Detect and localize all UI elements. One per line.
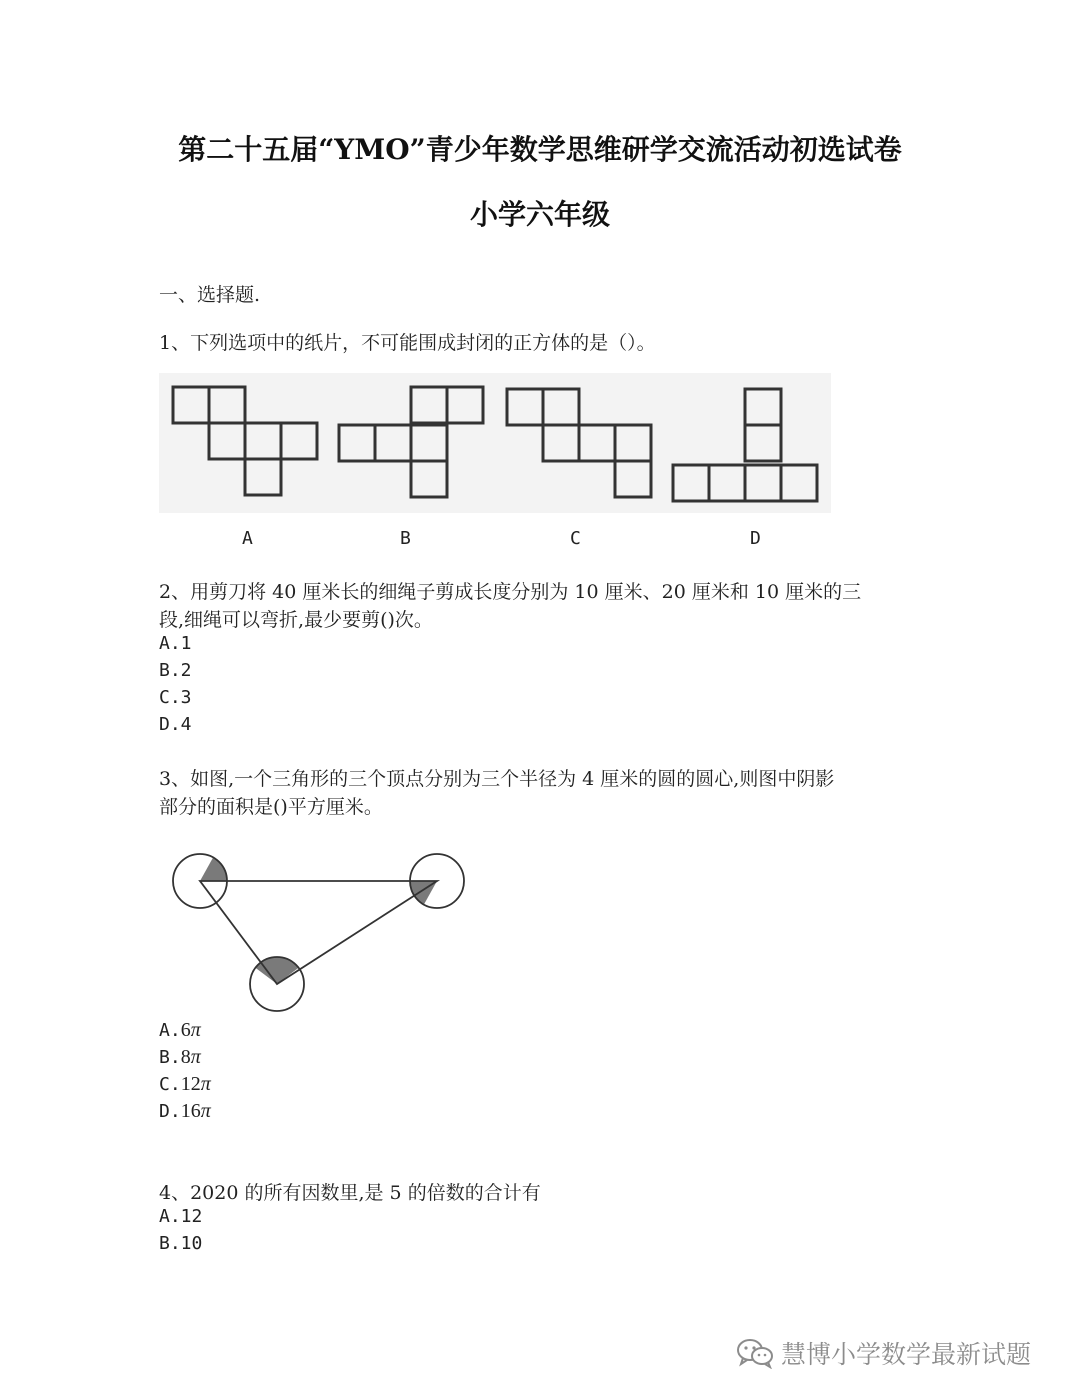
q3-option-d: D.16π (159, 1100, 211, 1122)
q3-option-b: B.8π (159, 1046, 201, 1068)
triangle (200, 881, 437, 984)
net-label-a: A (242, 528, 253, 549)
q2-stem-line2: 段,细绳可以弯折,最少要剪()次。 (159, 609, 433, 631)
net-label-b: B (400, 528, 411, 549)
q3-option-c: C.12π (159, 1073, 211, 1095)
q2-option-c: C.3 (159, 687, 192, 708)
wechat-icon (735, 1337, 775, 1369)
q4-option-a: A.12 (159, 1206, 203, 1227)
q2-option-b: B.2 (159, 660, 192, 681)
q2-stem-line1: 2、用剪刀将 40 厘米长的细绳子剪成长度分别为 10 厘米、20 厘米和 10 厘米的三 (159, 581, 862, 603)
q1-stem: 1、下列选项中的纸片，不可能围成封闭的正方体的是（）。 (159, 332, 656, 354)
watermark-text: 慧博小学数学最新试题 (781, 1340, 1032, 1369)
shaded-sector-left (200, 858, 227, 881)
q3-stem-line2: 部分的面积是()平方厘米。 (159, 796, 383, 818)
net-label-c: C (570, 528, 581, 549)
q4-stem: 4、2020 的所有因数里,是 5 的倍数的合计有 (159, 1182, 541, 1204)
q3-option-a: A.6π (159, 1019, 201, 1041)
watermark (735, 1335, 1031, 1371)
q3-stem-line1: 3、如图,一个三角形的三个顶点分别为三个半径为 4 厘米的圆的圆心,则图中阴影 (159, 768, 835, 790)
q2-option-d: D.4 (159, 714, 192, 735)
figure-background (159, 373, 831, 513)
net-label-d: D (750, 528, 761, 549)
triangle-circles-figure (160, 840, 480, 1020)
q4-option-b: B.10 (159, 1233, 203, 1254)
cube-nets-figure (159, 373, 831, 513)
grade-title: 小学六年级 (469, 198, 610, 231)
q2-option-a: A.1 (159, 633, 192, 654)
section-heading: 一、选择题. (159, 284, 261, 306)
exam-title: 第二十五届“YMO”青少年数学思维研学交流活动初选试卷 (178, 133, 902, 166)
